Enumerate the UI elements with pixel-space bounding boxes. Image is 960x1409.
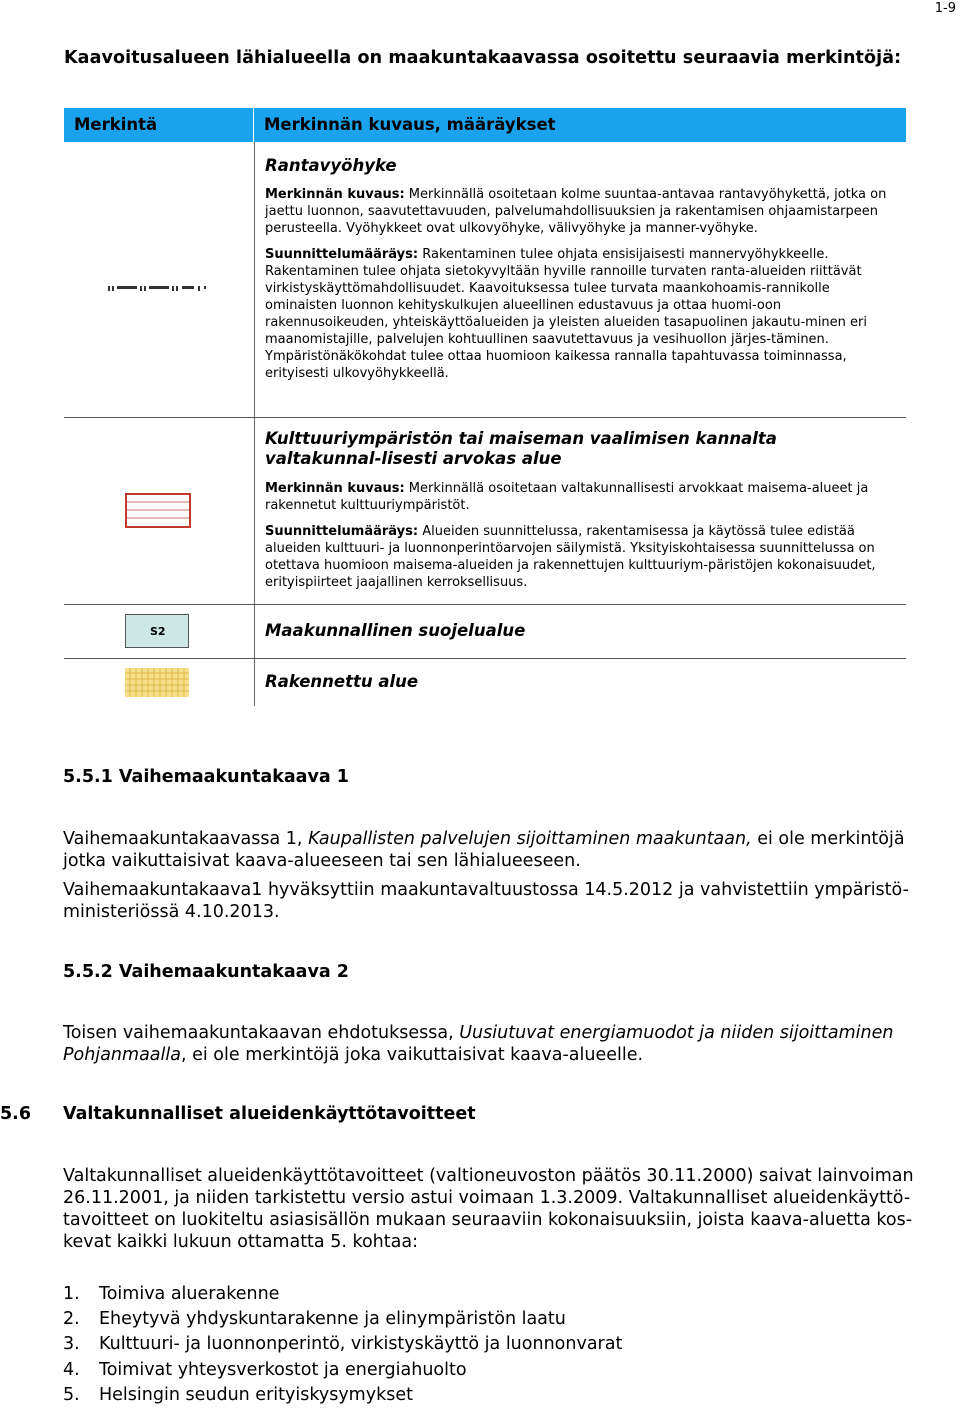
- legend-header: [64, 108, 906, 142]
- heading-5-5-1: 5.5.1 Vaihemaakuntakaava 1: [63, 767, 349, 787]
- legend-header-description: Merkinnän kuvaus, määräykset: [264, 115, 556, 134]
- legend-table: [64, 108, 906, 691]
- objectives-list: [63, 1283, 622, 1409]
- legend-header-symbol: Merkintä: [64, 108, 254, 142]
- list-item: 4. Toimivat yhteysverkostot ja energiahuolto: [63, 1359, 467, 1380]
- regulation-paragraph: Suunnittelumääräys: Rakentaminen tulee ohjata ensisijaisesti mannervyöhykkeelle. Rakentaminen tulee ohjata sietokyvyltään hyville rannoille turvaten ranta-alueiden riittävät virkistyskäyttömahdollisuudet. Kaavoituksessa tulee turvata maankohoamis-rannikolle ominaisten luonnon kehityskulkujen alueellinen edustavuus ja ottaa huomi-oon rakennusoikeuden, yhteiskäyttöalueiden ja yleisten alueiden tasapuolinen jakautu-minen eri maanomistajille, palvelujen kohtuullinen saavutettavuus ja vesihuollon järjes-täminen. Ympäristönäkökohdat tulee ottaa huomioon kaikessa rannalla tapahtuvassa toiminnassa, erityisesti ulkovyöhykkeellä.: [265, 247, 867, 381]
- legend-row-suojelualue: [64, 605, 906, 658]
- row-title: Rantavyöhyke: [265, 156, 397, 175]
- section-5-5-2-text: [63, 1022, 953, 1066]
- legend-row-kulttuuriymparisto: [64, 418, 906, 604]
- paragraph: Vaihemaakuntakaavassa 1, Kaupallisten palvelujen sijoittaminen maakuntaan, ei ole merkintöjä jotka vaikuttaisivat kaava-alueeseen tai sen lähialueeseen.: [63, 829, 905, 871]
- list-item: 3. Kulttuuri- ja luonnonperintö, virkistyskäyttö ja luonnonvarat: [63, 1334, 623, 1355]
- intro-heading: Kaavoitusalueen lähialueella on maakuntakaavassa osoitettu seuraavia merkintöjä:: [64, 48, 902, 68]
- built-area-grid-icon: [125, 668, 189, 697]
- page-number: 1-9: [934, 1, 956, 16]
- list-item: 2. Eheytyvä yhdyskuntarakenne ja elinympäristön laatu: [63, 1309, 566, 1330]
- section-5-5-1-text: [63, 828, 953, 923]
- legend-row-rantavyohyke: [64, 142, 906, 417]
- paragraph: Valtakunnalliset alueidenkäyttötavoitteet (valtioneuvoston päätös 30.11.2000) saivat lainvoiman 26.11.2001, ja niiden tarkistettu versio astui voimaan 1.3.2009. Valtakunnalliset alueidenkäyttö-tavoitteet on luokiteltu asiasisällön mukaan seuraaviin kokonaisuuksiin, joista kaava-aluetta kos-kevat kaikki lukuun ottamatta 5. kohtaa:: [63, 1166, 914, 1252]
- description-paragraph: Merkinnän kuvaus: Merkinnällä osoitetaan kolme suuntaa-antavaa rantavyöhykettä, jotka on jaettu luonnon, saavutettavuuden, palvelumahdollisuuksien ja rakentamisen ohjaamistarpeen perusteella. Vyöhykkeet ovat ulkovyöhyke, välivyöhyke ja manner-vyöhyke.: [265, 187, 887, 236]
- cultural-area-striped-icon: [125, 493, 191, 528]
- section-number-5-6: 5.6: [0, 1104, 32, 1124]
- rantavyohyke-description: [265, 156, 895, 391]
- protection-area-s2-icon: S2: [125, 614, 189, 648]
- description-paragraph: Merkinnän kuvaus: Merkinnällä osoitetaan valtakunnallisesti arvokkaat maisema-alueet ja rakennetut kulttuuriympäristöt.: [265, 481, 869, 513]
- section-5-6-text: [63, 1165, 953, 1253]
- list-item: 1. Toimiva aluerakenne: [63, 1284, 280, 1304]
- legend-row-rakennettu-alue: [64, 659, 906, 706]
- shore-zone-dash-line-icon: [108, 282, 208, 292]
- row-title: Kulttuuriympäristön tai maiseman vaalimisen kannalta valtakunnal-lisesti arvokas alue: [265, 429, 777, 468]
- regulation-paragraph: Suunnittelumääräys: Alueiden suunnittelussa, rakentamisessa ja käytössä tulee edistää alueiden kulttuuri- ja luonnonperintöarvojen säilymistä. Yksityiskohtaisessa suunnittelussa on otettava huomioon maisema-alueiden ja rakennettujen kulttuuriym-päristöjen kokonaisuudet, erityispiirteet jaajallinen kerroksellisuus.: [265, 524, 876, 590]
- row-title: Maakunnallinen suojelualue: [265, 621, 526, 640]
- kulttuuriymparisto-description: [265, 429, 895, 600]
- list-item: 5. Helsingin seudun erityiskysymykset: [63, 1384, 413, 1405]
- row-title: Rakennettu alue: [265, 672, 419, 691]
- heading-5-6: Valtakunnalliset alueidenkäyttötavoitteet: [63, 1104, 476, 1124]
- paragraph: Vaihemaakuntakaava1 hyväksyttiin maakuntavaltuustossa 14.5.2012 ja vahvistettiin ympäristö-ministeriössä 4.10.2013.: [63, 880, 909, 922]
- paragraph: Toisen vaihemaakuntakaavan ehdotuksessa, Uusiutuvat energiamuodot ja niiden sijoittaminen Pohjanmaalla, ei ole merkintöjä joka vaikuttaisivat kaava-alueelle.: [63, 1023, 894, 1065]
- heading-5-5-2: 5.5.2 Vaihemaakuntakaava 2: [63, 962, 349, 982]
